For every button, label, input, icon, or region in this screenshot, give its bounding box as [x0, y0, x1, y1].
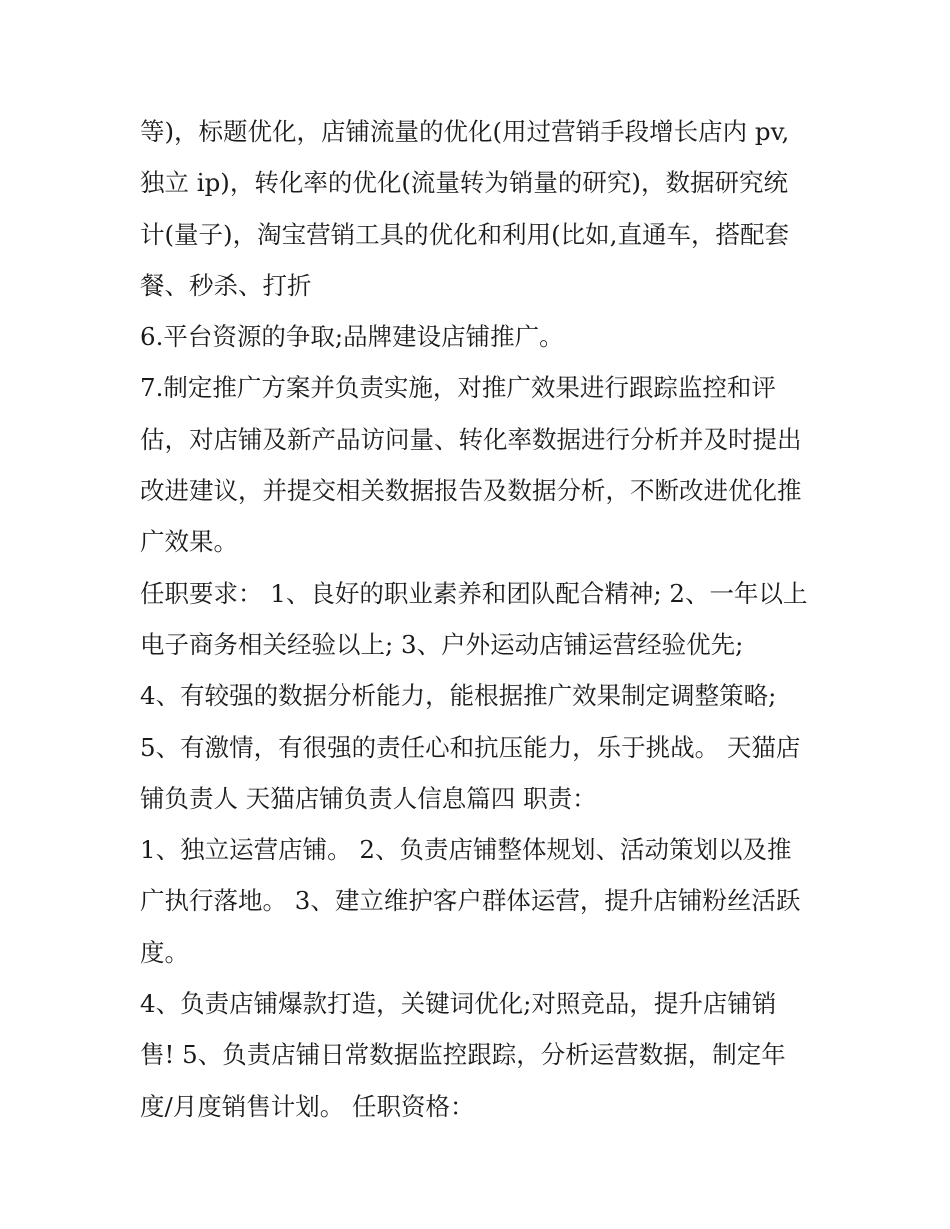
text-line: 电子商务相关经验以上; 3、户外运动店铺运营经验优先; — [140, 629, 744, 659]
text-line: 估，对店铺及新产品访问量、转化率数据进行分析并及时提出 — [140, 424, 802, 454]
text-line: 4、有较强的数据分析能力，能根据推广效果制定调整策略; — [140, 681, 777, 711]
text-line: 5、有激情，有很强的责任心和抗压能力，乐于挑战。 天猫店 — [140, 732, 801, 762]
text-line: 任职要求： 1、良好的职业素养和团队配合精神; 2、一年以上 — [140, 578, 808, 608]
text-line: 改进建议，并提交相关数据报告及数据分析，不断改进优化推 — [140, 476, 802, 506]
text-line: 广执行落地。 3、建立维护客户群体运营，提升店铺粉丝活跃 — [140, 886, 801, 916]
text-line: 独立 ip)，转化率的优化(流量转为销量的研究)，数据研究统 — [140, 168, 788, 198]
text-line: 等)，标题优化，店铺流量的优化(用过营销手段增长店内 pv, — [140, 117, 790, 146]
text-line: 7.制定推广方案并负责实施，对推广效果进行跟踪监控和评 — [140, 373, 776, 403]
text-line: 计(量子)，淘宝营销工具的优化和利用(比如,直通车，搭配套 — [140, 219, 789, 249]
text-line: 餐、秒杀、打折 — [140, 270, 312, 300]
text-line: 4、负责店铺爆款打造，关键词优化;对照竞品，提升店铺销 — [140, 989, 777, 1019]
text-line: 1、独立运营店铺。 2、负责店铺整体规划、活动策划以及推 — [140, 835, 792, 865]
text-line: 广效果。 — [140, 527, 238, 557]
document-body — [140, 106, 830, 1132]
text-line: 度。 — [140, 937, 189, 967]
text-line: 6.平台资源的争取;品牌建设店铺推广。 — [140, 322, 564, 352]
text-line: 铺负责人 天猫店铺负责人信息篇四 职责： — [140, 783, 597, 813]
text-line: 度/月度销售计划。 任职资格： — [140, 1091, 475, 1121]
text-line: 售! 5、负责店铺日常数据监控跟踪，分析运营数据，制定年 — [140, 1040, 786, 1070]
